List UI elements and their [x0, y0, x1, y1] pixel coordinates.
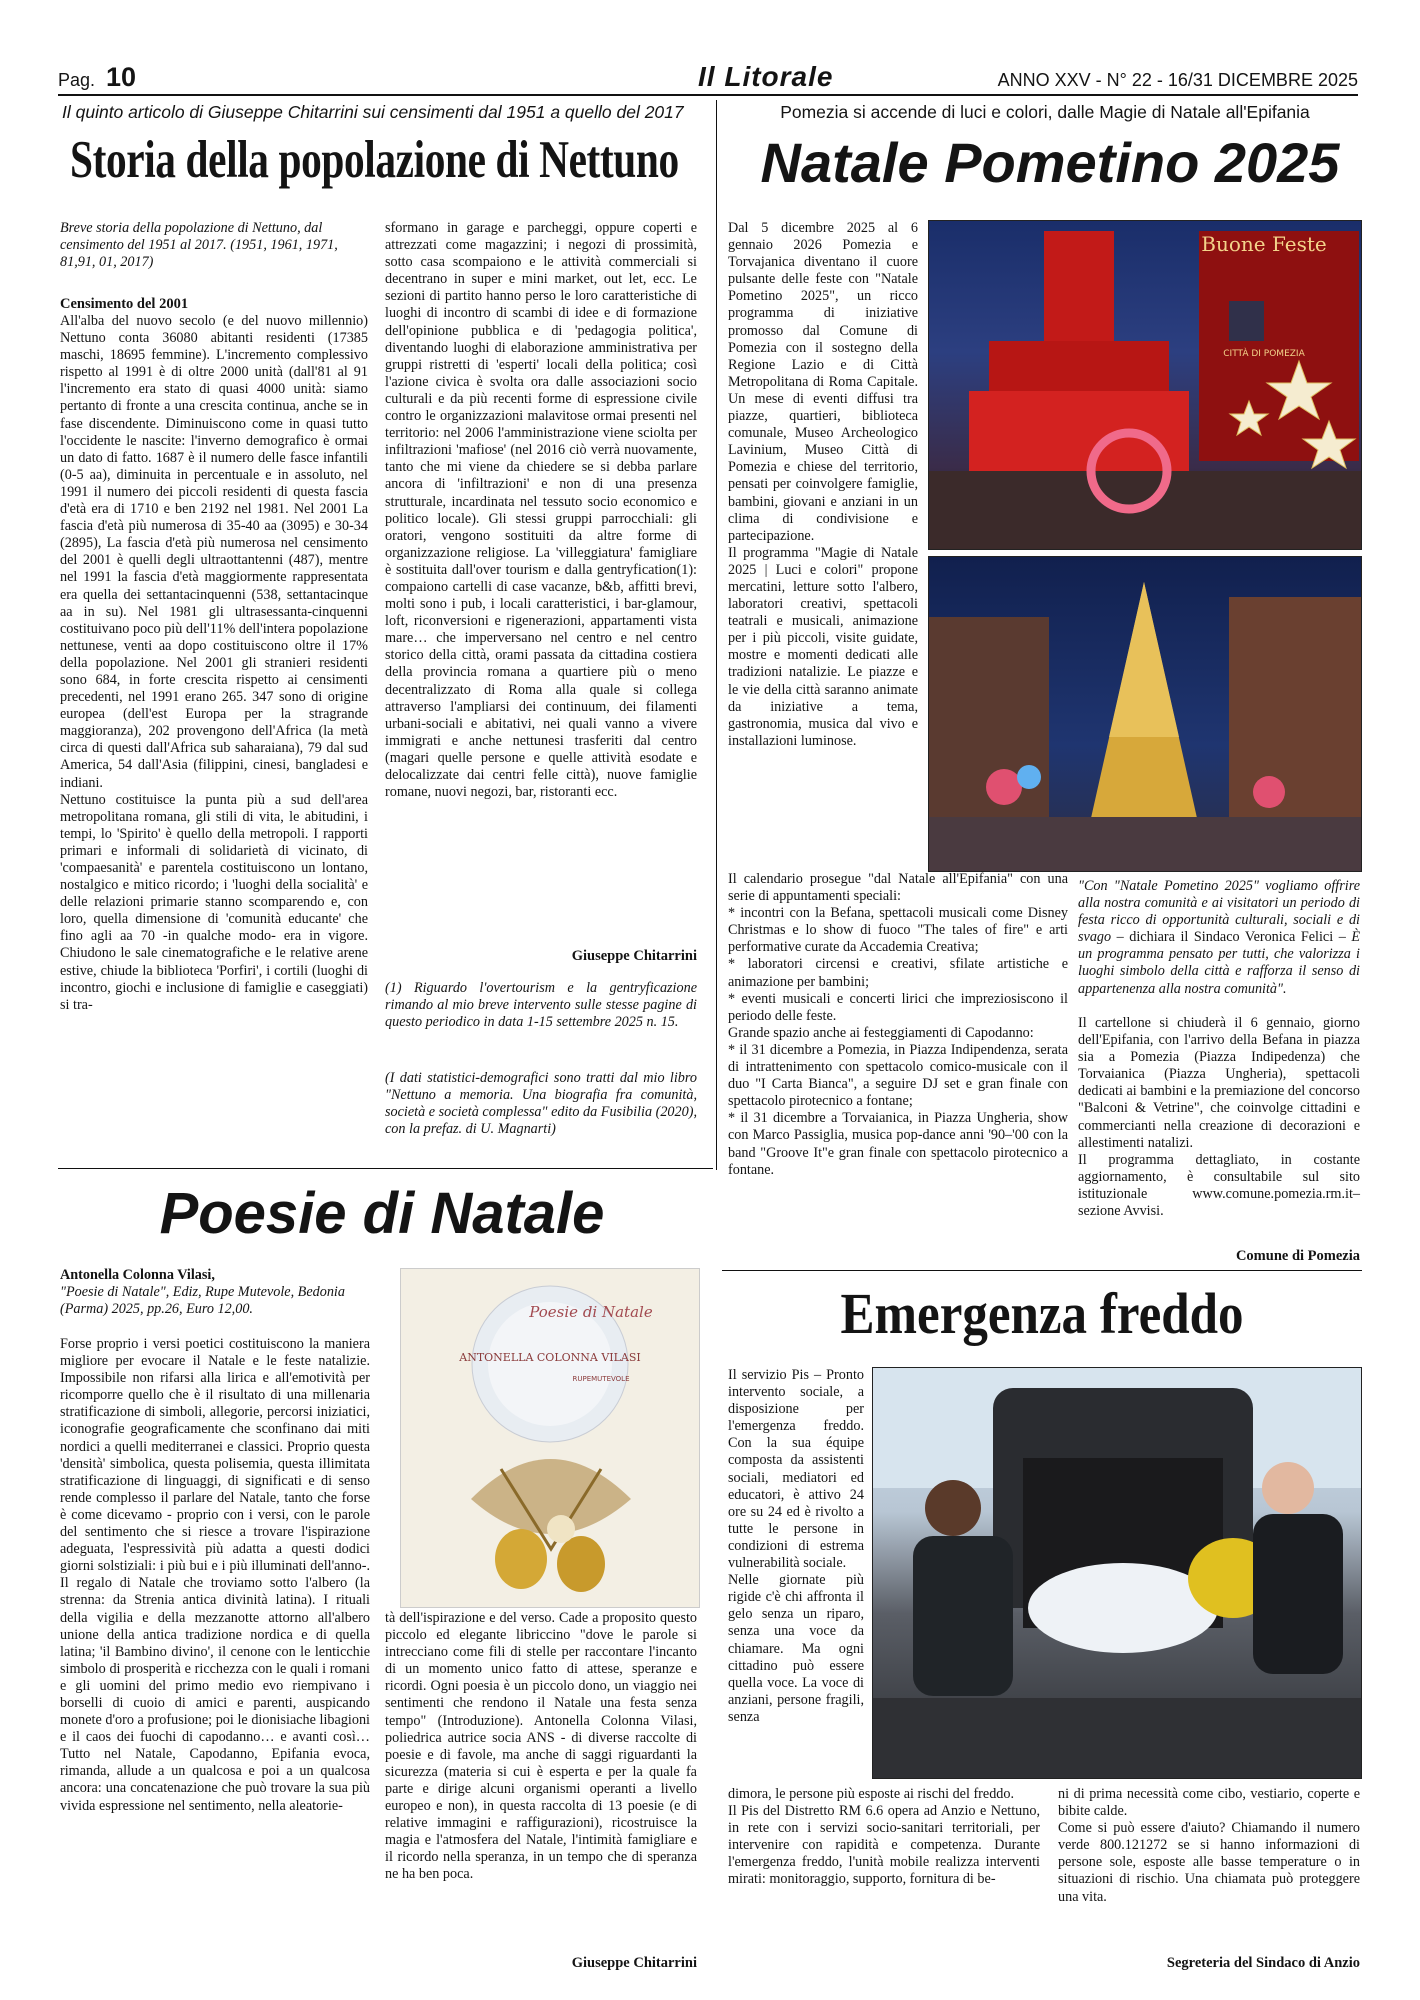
photo-emergency-volunteers — [872, 1367, 1362, 1779]
cover-title: Poesie di Natale — [529, 1303, 653, 1321]
nettuno-signature: Giuseppe Chitarrini — [571, 948, 697, 964]
nettuno-title: Storia della popolazione di Nettuno — [70, 131, 679, 189]
quote-text: "Con "Natale Pometino 2025" vogliamo offrire alla nostra comunità e ai visitatori un periodo di festa ricco di opportunità culturali, sociali e di svago – — [1078, 878, 1360, 946]
cover-publisher: RUPEMUTEVOLE — [572, 1375, 630, 1383]
natale-kicker: Pomezia si accende di luci e colori, dalle Magie di Natale all'Epifania — [780, 102, 1310, 122]
poesie-col2: tà dell'ispirazione e del verso. Cade a proposito questo piccolo ed elegante libriccino "dove le parole si intrecciano come fili di stelle per raccontare l'incanto di un momento unico fatto di attese, speranze e ricordi. Ogni poesia è un piccolo dono, un viaggio nei sentimenti che rendono il Natale una festa senza tempo" (Introduzione). Antonella Colonna Vilasi, poliedrica autrice socia ANS - di diverse raccolte di poesie e di favole, ma anche di saggi riguardanti la sicurezza (materia si cui è esperta e per la quale fa parte e dirige alcuni organismi operanti a livello europeo e non), in questa raccolta di 13 poesie (e di relative immagini e raffigurazioni), ricostruisce la magia e l'atmosfera del Natale, l'intimità famigliare e il ricordo nella speranza, in un tempo che di speranza ne ha ben poca. — [385, 1610, 697, 1883]
freddo-signature: Segreteria del Sindaco di Anzio — [1166, 1955, 1360, 1971]
photo-pomezia-tower — [928, 220, 1362, 550]
quote-attribution: dichiara il Sindaco Veronica Felici – — [1123, 929, 1352, 946]
freddo-col-wide: dimora, le persone più esposte ai rischi del freddo. Il Pis del Distretto RM 6.6 opera ad Anzio e Nettuno, in rete con i servizi socio-sanitari territoriali, per intervenire con rapidità e competenza. Durante l'emergenza freddo, l'unità mobile realizza interventi mirati: monitoraggio, supporto, fornitura di be- — [728, 1786, 1040, 1888]
nettuno-footnote2: (I dati statistici-demografici sono tratti dal mio libro "Nettuno a memoria. Una biografia fra comunità, società e società complessa" edito da Fusibilia (2020), con la prefaz. di U. Magnarti) — [385, 1070, 697, 1138]
book-cover-art — [401, 1269, 699, 1607]
nettuno-col1: All'alba del nuovo secolo (e del nuovo millennio) Nettuno conta 36080 abitanti residenti (17385 maschi, 18695 femmine). L'incremento complessivo rispetto al 1991 è di oltre 2000 unità (dall'81 al 91 l'incremento era stato di quasi 4000 unità: siamo pertanto di fronte a una crescita continua, anche se in fase discendente. Diminuiscono come in quasi tutto l'occidente le nascite: l'inverno demografico è ormai un dato di fatto. 1687 è il numero delle fasce infantili (0-5 aa), diminuita in percentuale e in assoluto, nel 1991 il numero dei piccoli residenti di questa fascia d'età era di 1710 e ben 2192 nel 1981. Nel 2001 La fascia d'età più numerosa di 35-40 aa (3095) e 30-34 (2895), La fascia d'età più numerosa nel censimento del 2001 è quelli degli ultraottantenni (487), mentre nel 1991 la fascia d'età maggiormente rappresentata era quella dei settantacinquenni (538, settantacinque aa in su). Nel 1981 gli ultrasessanta-cinquenni costituivano poco più dell'11% dell'intera popolazione nettunese, venti aa dopo costituiscono oltre il 17% della popolazione. Nel 2001 gli stranieri residenti sono 684, in forte crescita rispetto ai censimenti precedenti, nel 1991 erano 265. 347 sono di origine europea (dell'est Europa per la stragrande maggioranza), 202 provengono dell'Africa (la metà circa di questi dall'Africa sub saharaiana), 79 dal sud America, 54 dall'Asia (filippini, cinesi, bangladesi e indiani. Nettuno costituisce la punta più a sud dell'area metropolitana romana, gli stili di vita, le abitudini, i tempi, lo 'Spirito' è quello della metropoli. I rapporti primari e informali di solidarietà di vicinato, di 'compaesanità' e parentela costituiscono un lontano, nostalgico e mitico ricordo; i 'luoghi della socialità' e delle relazioni primarie stanno scomparendo e, con loro, quella dimensione di 'comunità educante' che fino agli aa 70 -in qualche modo- era in vigore. Chiudono le sale cinematografiche e le relative arene estive, chiude la biblioteca 'Porfiri', i cortili (luoghi di incontro, giochi e inclusione di famiglie e caseggiati) si tra- — [60, 313, 368, 1013]
poesie-col1: Forse proprio i versi poetici costituiscono la maniera migliore per evocare il Natale e le feste natalizie. Impossibile non rifarsi alla lirica e all'emotività per ricomporre quello che è il risultato di una millenaria stratificazione di simboli, allegorie, percorsi iniziatici, iconografie geograficamente che sconfinano dai miti nordici a quelli mediterranei e classici. Proprio questa 'densità' simbolica, questa polisemia, questa illimitata stratificazione di linguaggi, di significati e di senso rende complesso il parlare del Natale, tanto che forse è come dicevamo - proprio con i versi, con le parole del sentimento che si riesce a trovare l'ispirazione adeguata, l'espressività più adatta a questi dodici giorni solstiziali: i più bui e i più illuminati dell'anno-. Il regalo di Natale che troviamo sotto l'albero (la strenna: da Strenia antica divinità latina). I rituali della vigilia e della mezzanotte attorno all'albero unione della antica tradizione nordica e di quella latina; 'il Bambino divino', il cenone con le lenticchie simbolo di prosperità e ricchezza con le quali i romani e gli uomini del primo medio evo riempivano i borselli di cuoio di amici e parenti, auspicando monete d'oro a profusione; poi le dionisiache libagioni e il caos dei fuochi di capodanno… e avanti così…Tutto nel Natale, Capodanno, Epifania evoca, rimanda, allude a un qualcosa e poi a un qualcosa ancora: una concatenazione che può trovare la sua più vivida espressione nel sentimento, nella aleatorie- — [60, 1336, 370, 1814]
quote-end: È un programma pensato per tutti, che valorizza i luoghi simbolo della città e rafforza il senso di appartenenza alla nostra comunità". — [1078, 929, 1360, 997]
photo-sign-subtext: CITTÀ DI POMEZIA — [1223, 349, 1305, 359]
nettuno-subhead: Censimento del 2001 — [60, 296, 189, 312]
page-label: Pag. — [58, 70, 96, 90]
natale-col-narrow: Dal 5 dicembre 2025 al 6 gennaio 2026 Pomezia e Torvajanica diventano il cuore pulsante delle feste con "Natale Pometino 2025", un ricco programma di iniziative promosso dal Comune di Pomezia con il sostegno della Regione Lazio e di Città Metropolitana di Roma Capitale. Un mese di eventi diffusi tra piazze, quartieri, biblioteca comunale, Museo Archeologico Lavinium, Museo Città di Pomezia e chiese del territorio, pensati per coinvolgere famiglie, bambini, giovani e anziani in un clima di condivisione e partecipazione. Il programma "Magie di Natale 2025 | Luci e colori" propone mercatini, letture sotto l'albero, laboratori creativi, spettacoli teatrali e musicali, animazione per i più piccoli, visite guidate, mostre e momenti dedicati alle tradizioni natalizie. Le piazze e le vie della città saranno animate da iniziative a tema, gastronomia, musica dal vivo e installazioni luminose. — [728, 220, 918, 749]
book-author: Antonella Colonna Vilasi, — [60, 1267, 215, 1283]
freddo-col-right: ni di prima necessità come cibo, vestiario, coperte e bibite calde. Come si può essere d'aiuto? Chiamando il numero verde 800.121272 se si hanno informazioni di persone sole, esposte alle basse temperature o in situazioni di rischio. Una chiamata può proteggere una vita. — [1058, 1786, 1360, 1905]
natale-col-right: Il cartellone si chiuderà il 6 gennaio, giorno dell'Epifania, con l'arrivo della Befana in piazza sia a Pomezia (Piazza Indipedenza) che Torvaianica (Piazza Ungheria), spettacoli dedicati ai bambini e la premiazione del concorso "Balconi & Vetrine", che coinvolge cittadini e commercianti nella creazione di decorazioni e allestimenti natalizi. Il programma dettagliato, in costante aggiornamento, è consultabile sul sito istituzionale www.comune.pomezia.rm.it– sezione Avvisi. — [1078, 1015, 1360, 1220]
tower-illustration — [929, 221, 1361, 549]
book-info: "Poesie di Natale", Ediz, Rupe Mutevole, Bedonia (Parma) 2025, pp.26, Euro 12,00. — [60, 1284, 345, 1318]
masthead-rule — [58, 94, 1358, 96]
freddo-col-narrow: Il servizio Pis – Pronto intervento sociale, a disposizione per l'emergenza freddo. Con la sua équipe composta da assistenti sociali, mediatori ed educatori, è attivo 24 ore su 24 ed è rivolto a tutte le persone in condizioni di estrema vulnerabilità sociale. Nelle giornate più rigide c'è chi affronta il gelo senza un riparo, senza una voce da chiamare. Ma ogni cittadino può essere quella voce. La voce di anziani, persone fragili, senza — [728, 1367, 864, 1725]
issue-info: ANNO XXV - N° 22 - 16/31 DICEMBRE 2025 — [997, 70, 1358, 90]
nettuno-intro: Breve storia della popolazione di Nettuno, dal censimento del 1951 al 2017. (1951, 1961, 1971, 81,91, 01, 2017) — [60, 220, 338, 271]
nettuno-col2: sformano in garage e parcheggi, oppure coperti e attrezzati come magazzini; i negozi di prossimità, sotto casa scompaiono e le attività commerciali si decentrano in super e mini market, out let, ecc. Le sezioni di partito hanno perso le loro caratteristiche di luoghi di incontro di scambi di idee e di formazione dell'opinione pubblica e di 'pedagogia politica', diventando luoghi di elaborazione amministrativa per gruppi ristretti di 'esperti' locali della politica; così l'azione civica è svolta ora dalle associazioni socio culturali e da più recenti forme di espressione civile contro le organizzazioni malavitose ormai presenti nel territorio: nel 2006 l'amministrazione viene sciolta per infiltrazioni 'mafiose' (nel 2016 ciò verrà nuovamente, tanto che mi viene da chiedere se si debba parlare ancora di 'infiltrazioni' e non di una presenza strutturale, incardinata nel tessuto socio economico e politico locale). Gli stessi gruppi parrocchiali: gli oratori, vengono sostituiti da altre forme di organizzazione religiose. La 'villeggiatura' famigliare è sostituita dall'over tourism e dalla gentryfication(1): compaiono cartelli di case vacanze, b&b, affitti brevi, molti sono i pub, i locali caratteristici, i bar-glamour, loft, riconversioni e rigenerazioni, appartamenti vista mare… che imperversano nel centro e nel centro storico della città, orami passata da cittadina costiera della provincia romana a quartiere più o meno decentralizzato di Roma alla quale si collega attraverso l'ampliarsi dei continuum, dei filamenti urbani-sociali e abitativi, nei quali vanno a vivere immigrati e anche nettunesi trasferiti dal centro (magari quelle persone e quelle attività esodate e delocalizzate dai centri felle città), nuove famiglie romane, nuovi negozi, bar, ristoranti ecc. — [385, 220, 697, 801]
natale-title: Natale Pometino 2025 — [760, 131, 1340, 194]
photo-sign-text: Buone Feste — [1201, 232, 1327, 256]
page-number: 10 — [106, 62, 137, 92]
masthead — [58, 62, 1358, 92]
natale-signature: Comune di Pomezia — [1235, 1248, 1360, 1264]
section-rule-left — [58, 1168, 713, 1169]
column-divider — [716, 100, 717, 1170]
cover-author: ANTONELLA COLONNA VILASI — [459, 1351, 641, 1364]
nettuno-footnote1: (1) Riguardo l'overtourism e la gentryficazione rimando al mio breve intervento sulle stesse pagine di questo periodico in data 1-15 settembre 2025 n. 15. — [385, 980, 697, 1031]
volunteers-illustration — [873, 1368, 1361, 1778]
tree-illustration — [929, 557, 1361, 871]
poesie-signature: Giuseppe Chitarrini — [571, 1955, 697, 1971]
poesie-title: Poesie di Natale — [159, 1181, 605, 1246]
natale-quote — [1078, 878, 1360, 998]
nettuno-kicker: Il quinto articolo di Giuseppe Chitarrini sui censimenti dal 1951 a quello del 2017 — [62, 102, 684, 122]
paper-name: Il Litorale — [698, 61, 834, 92]
natale-col-wide: Il calendario prosegue "dal Natale all'Epifania" con una serie di appuntamenti speciali: * incontri con la Befana, spettacoli musicali come Disney Christmas e lo show di fuoco "The tales of fire" e arti performative curate da Accademia Creativa; * laboratori circensi e creativi, sfilate artistiche e animazione per bambini; * eventi musicali e concerti lirici che impreziosiscono il periodo delle feste. Grande spazio anche ai festeggiamenti di Capodanno: * il 31 dicembre a Pomezia, in Piazza Indipendenza, serata di intrattenimento con spettacolo comico-musicale con il duo "I Carta Bianca", a seguire DJ set e gran finale con spettacolo pirotecnico a fontane; * il 31 dicembre a Torvaianica, in Piazza Ungheria, show con Marco Passiglia, musica pop-dance anni '90–'00 con la band "Groove It"e gran finale con spettacolo pirotecnico a fontane. — [728, 871, 1068, 1178]
freddo-title: Emergenza freddo — [840, 1281, 1244, 1346]
photo-christmas-tree — [928, 556, 1362, 872]
section-rule-right — [722, 1270, 1362, 1271]
book-cover — [400, 1268, 700, 1608]
